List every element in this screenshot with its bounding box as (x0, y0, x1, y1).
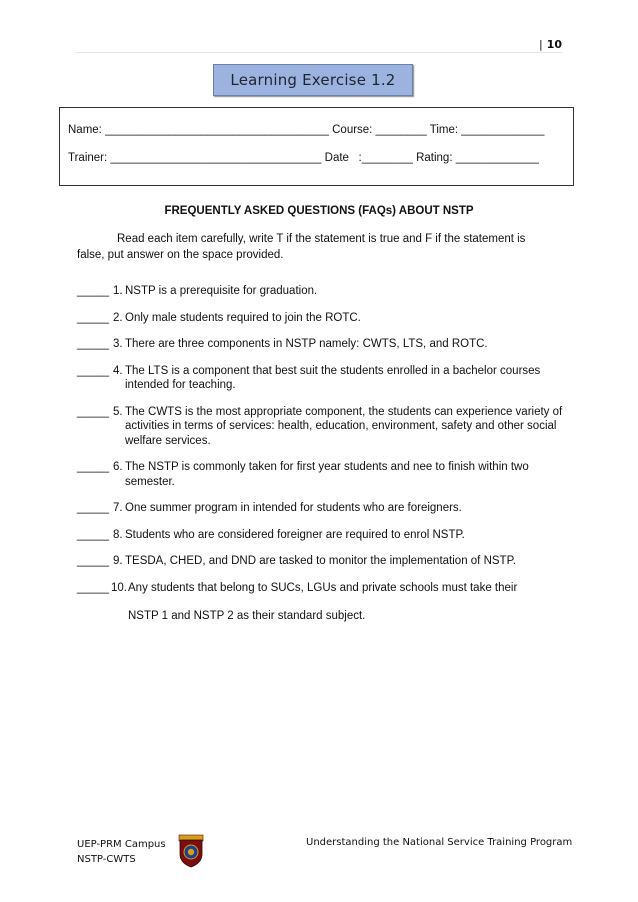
question-text: NSTP is a prerequisite for graduation. (125, 285, 318, 297)
question-text: Students who are considered foreigner are required to enrol NSTP. (125, 528, 465, 541)
question-item-9 (77, 554, 563, 569)
footer-left (77, 837, 166, 867)
answer-blank-2[interactable]: _____ (77, 311, 109, 324)
question-number: 7. (113, 502, 123, 514)
student-info-box (59, 107, 574, 186)
footer-program: NSTP-CWTS (77, 854, 136, 865)
answer-blank-3[interactable]: _____ (77, 338, 109, 350)
answer-blank-5[interactable]: _____ (77, 405, 109, 418)
instructions (77, 231, 547, 263)
header-rule (76, 52, 562, 53)
answer-blank-6[interactable]: _____ (77, 461, 109, 473)
question-item-8 (77, 528, 563, 543)
question-text: The CWTS is the most appropriate component, the students can experience variety of activities in terms of services: health, education, environment, safety and other social welfare services. (125, 405, 563, 447)
page-number (539, 38, 562, 51)
footer-campus: UEP-PRM Campus (77, 839, 166, 850)
question-text: TESDA, CHED, and DND are tasked to monitor the implementation of NSTP. (125, 555, 516, 567)
question-number: 8. (113, 528, 123, 541)
question-list (77, 284, 563, 607)
question-item-5 (77, 405, 563, 449)
question-number: 9. (113, 555, 123, 567)
answer-blank-9[interactable]: _____ (77, 555, 109, 567)
exercise-title: Learning Exercise 1.2 (213, 64, 413, 96)
question-text: Any students that belong to SUCs, LGUs and private schools must take their (128, 581, 518, 594)
question-text: There are three components in NSTP namely: CWTS, LTS, and ROTC. (125, 338, 488, 350)
question-number: 2. (113, 311, 123, 324)
page-number-value: 10 (546, 38, 562, 51)
question-number: 3. (113, 338, 123, 350)
question-number: 1. (113, 285, 123, 297)
footer-course-title: Understanding the National Service Training Program (306, 837, 573, 848)
page-number-separator: | (538, 38, 543, 51)
question-number: 4. (113, 364, 123, 377)
question-number: 10. (111, 581, 127, 594)
question-text: The NSTP is commonly taken for first year students and nee to finish within two semester. (125, 461, 529, 488)
question-text: The LTS is a component that best suit the students enrolled in a bachelor courses intended for teaching. (125, 364, 541, 391)
answer-blank-1[interactable]: _____ (77, 285, 109, 297)
question-item-7 (77, 501, 563, 516)
question-number: 5. (113, 405, 123, 418)
question-10-continuation: NSTP 1 and NSTP 2 as their standard subject. (128, 610, 366, 622)
answer-blank-7[interactable]: _____ (77, 502, 109, 514)
nstp-logo-icon (176, 834, 206, 868)
answer-blank-8[interactable]: _____ (77, 528, 109, 541)
question-item-2 (77, 311, 563, 326)
info-row-name-course-time[interactable]: Name: ___________________________________ Course: ________ Time: _____________ (68, 124, 545, 136)
question-text: One summer program in intended for students who are foreigners. (125, 502, 462, 514)
question-item-1 (77, 284, 563, 299)
info-row-trainer-date-rating[interactable]: Trainer: _________________________________ Date :________ Rating: _____________ (68, 152, 539, 164)
section-heading: FREQUENTLY ASKED QUESTIONS (FAQs) ABOUT NSTP (164, 205, 474, 217)
question-text: Only male students required to join the ROTC. (125, 311, 361, 324)
instructions-text: Read each item carefully, write T if the statement is true and F if the statement is false, put answer on the space provided. (77, 233, 526, 261)
question-item-6 (77, 460, 563, 489)
question-item-10 (77, 581, 563, 596)
question-number: 6. (113, 461, 123, 473)
question-item-3 (77, 337, 563, 352)
answer-blank-4[interactable]: _____ (77, 364, 109, 377)
question-item-4 (77, 364, 563, 393)
answer-blank-10[interactable]: _____ (77, 581, 109, 594)
